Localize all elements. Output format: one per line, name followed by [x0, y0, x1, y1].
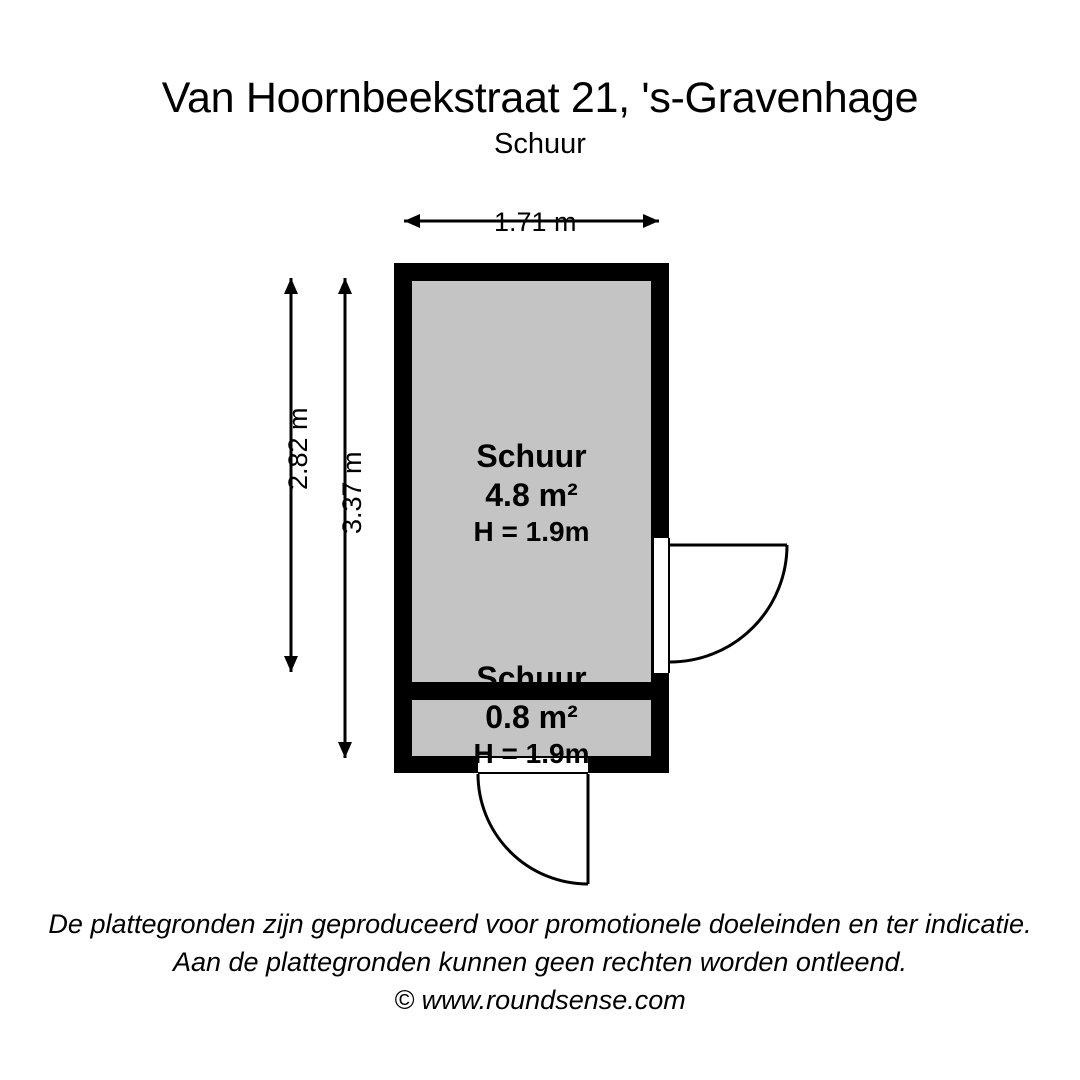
room-height: H = 1.9m	[473, 516, 590, 548]
door-swing-bottom-icon	[478, 774, 588, 884]
footer-line-1: De plattegronden zijn geproduceerd voor promotionele doeleinden en ter indicatie.	[48, 909, 1032, 939]
room-height: H = 1.9m	[473, 738, 590, 770]
room-name: Schuur	[476, 438, 587, 474]
dimension-label-width: 1.71 m	[494, 207, 577, 237]
door-swing-right-icon	[670, 545, 787, 662]
room-label-main	[412, 437, 651, 549]
room-name: Schuur	[476, 660, 587, 696]
footer-copyright: © www.roundsense.com	[394, 985, 686, 1015]
page-subtitle: Schuur	[494, 128, 586, 160]
dimension-label-height-inner: 2.82 m	[283, 407, 313, 490]
footer-line-2: Aan de plattegronden kunnen geen rechten worden ontleend.	[172, 947, 908, 977]
room-label-small	[412, 659, 651, 771]
footer-disclaimer	[0, 905, 1080, 1019]
room-area: 4.8 m²	[485, 477, 578, 514]
room-area: 0.8 m²	[485, 699, 578, 736]
door-opening-right	[652, 538, 670, 673]
page-title: Van Hoornbeekstraat 21, 's-Gravenhage	[161, 74, 919, 122]
dimension-label-height-outer: 3.37 m	[337, 451, 367, 534]
